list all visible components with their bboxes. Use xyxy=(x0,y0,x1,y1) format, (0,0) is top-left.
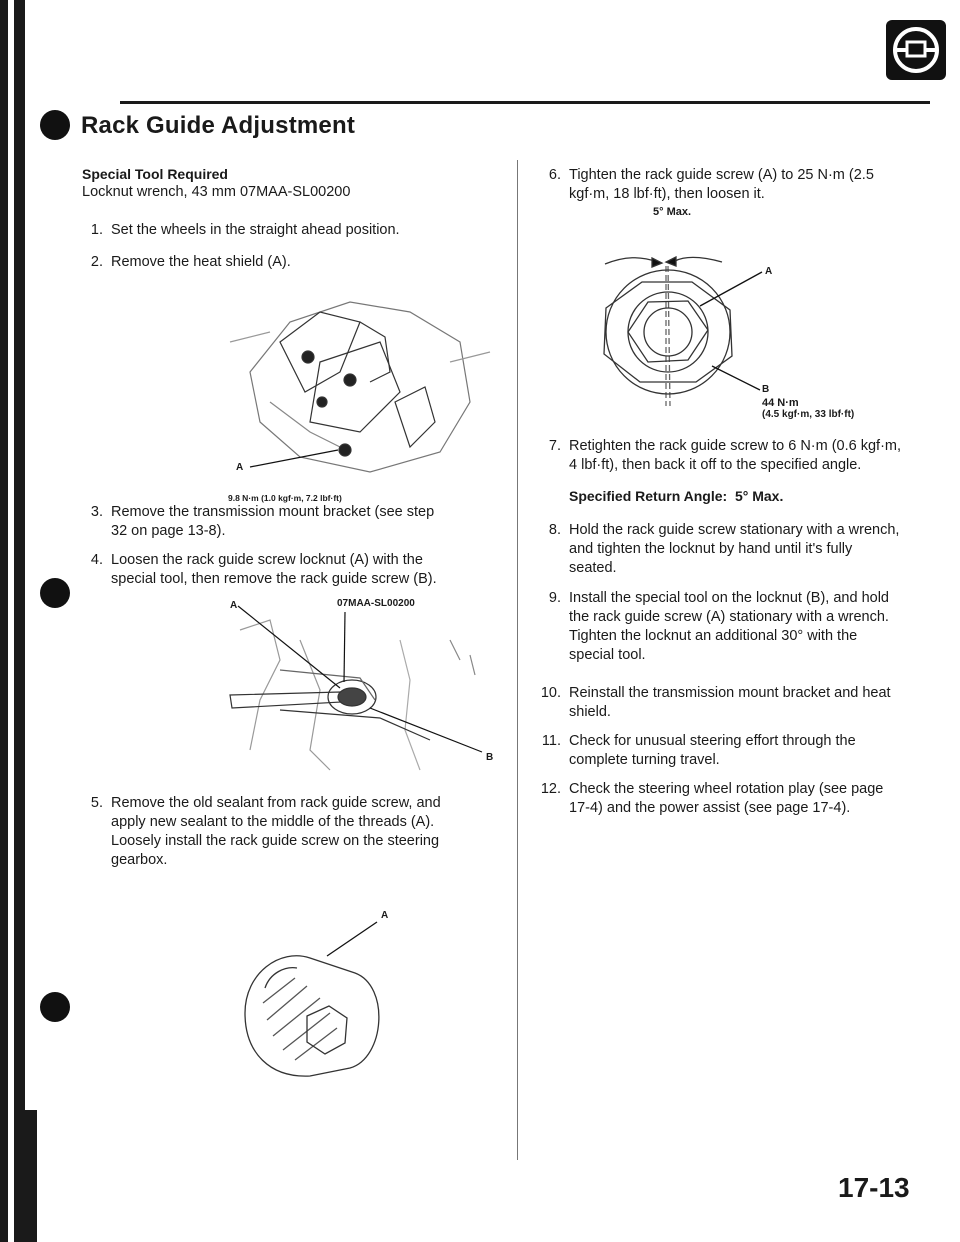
step-4: 4. Loosen the rack guide screw locknut (A) with the special tool, then remove the rack guide screw (B). xyxy=(90,552,437,587)
special-tool-line: Locknut wrench, 43 mm 07MAA-SL00200 xyxy=(82,184,351,200)
steering-section-icon xyxy=(886,20,946,80)
step-7: 7. Retighten the rack guide screw to 6 N·m (0.6 kgf·m, 4 lbf·ft), then back it off to the specified angle. xyxy=(548,438,902,473)
angle-torque-kgf: (4.5 kgf·m, 33 lbf·ft) xyxy=(762,409,855,420)
step-11: 11. Check for unusual steering effort through the complete turning travel. xyxy=(541,733,856,768)
callout-b: B xyxy=(486,752,494,763)
callout-a: A xyxy=(236,462,244,473)
margin-bullet xyxy=(40,578,70,608)
tool-number-label: 07MAA-SL00200 xyxy=(337,598,415,609)
callout-b: B xyxy=(762,384,770,395)
locknut-figure xyxy=(220,600,500,780)
max-angle-label: 5° Max. xyxy=(653,206,692,218)
callout-a: A xyxy=(765,266,773,277)
step-9: 9. Install the special tool on the locknut (B), and hold the rack guide screw (A) stationary with a wrench. Tighten the locknut an additional 30° with the special tool. xyxy=(548,590,889,663)
step-8: 8. Hold the rack guide screw stationary with a wrench, and tighten the locknut by hand until it's fully seated. xyxy=(548,522,900,576)
margin-bullet xyxy=(40,992,70,1022)
title-bullet xyxy=(40,110,70,140)
return-angle-figure xyxy=(580,206,940,420)
callout-a: A xyxy=(230,600,238,611)
step-6: 6. Tighten the rack guide screw (A) to 25 N·m (2.5 kgf·m, 18 lbf·ft), then loosen it. xyxy=(548,167,874,202)
step-3: 3. Remove the transmission mount bracket (see step 32 on page 13-8). xyxy=(90,504,435,539)
left-binding-notch xyxy=(25,1110,37,1242)
heat-shield-torque: 9.8 N·m (1.0 kgf·m, 7.2 lbf·ft) xyxy=(228,493,342,503)
specified-return-angle: Specified Return Angle: 5° Max. xyxy=(569,488,784,504)
angle-torque-nm: 44 N·m xyxy=(762,397,799,409)
page-title: Rack Guide Adjustment xyxy=(81,112,356,139)
callout-a: A xyxy=(381,910,389,921)
header-rule xyxy=(120,101,930,104)
heat-shield-figure xyxy=(210,282,510,492)
screw-sealant-figure xyxy=(225,910,425,1088)
left-binding-gap xyxy=(8,0,14,1242)
step-10: 10. Reinstall the transmission mount bracket and heat shield. xyxy=(540,685,891,720)
column-divider xyxy=(517,160,518,1160)
step-12: 12. Check the steering wheel rotation play (see page 17-4) and the power assist (see page 17-4). xyxy=(540,781,884,816)
page-number: 17-13 xyxy=(838,1172,910,1203)
special-tool-heading: Special Tool Required xyxy=(82,166,228,182)
step-5: 5. Remove the old sealant from rack guide screw, and apply new sealant to the middle of the threads (A). Loosely install the rack guide screw on the steering gearbox. xyxy=(90,795,441,868)
